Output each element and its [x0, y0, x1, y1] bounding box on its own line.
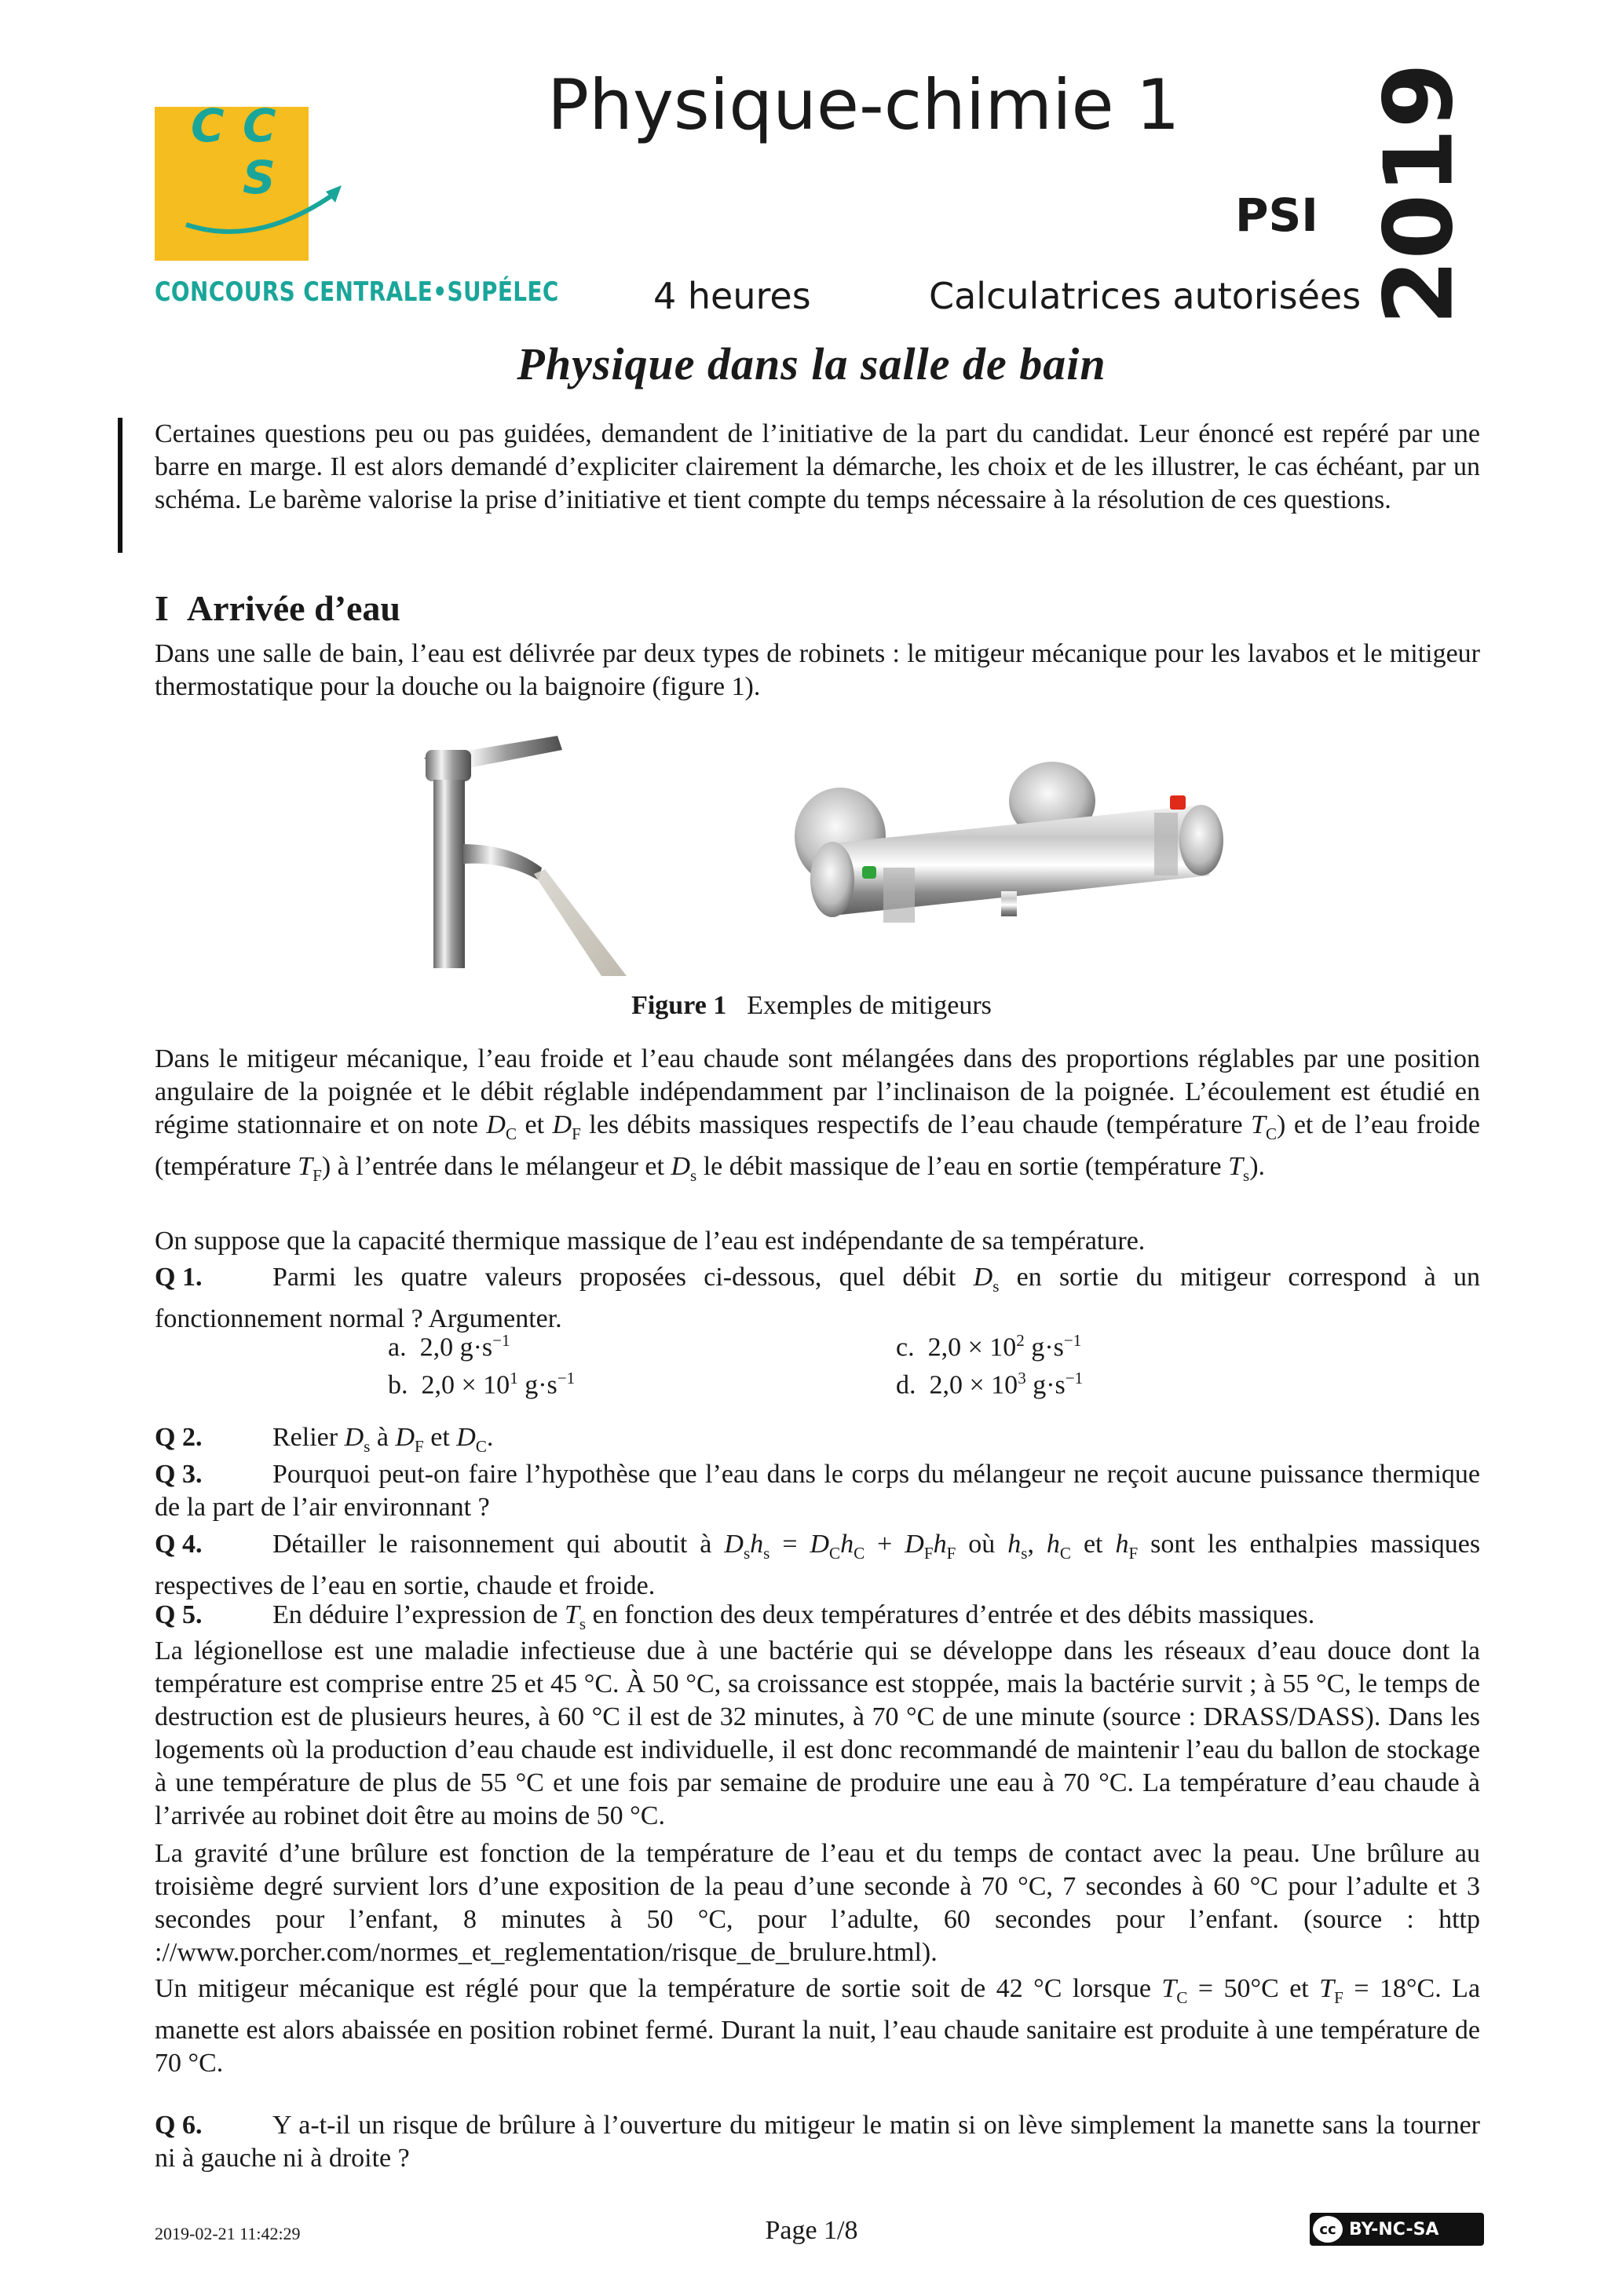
option-unit-exponent: −1	[557, 1369, 576, 1387]
mixer-text-1: Dans le mitigeur mécanique, l’eau froide et l’eau chaude sont mélangées dans des proportions réglables par une position angulaire de la poignée et le débit réglable indépendamment par l’inclinaison de la poignée. L’écoulement est étudié en régime stationnaire et on note	[155, 1044, 1480, 1139]
comma: ,	[1027, 1530, 1034, 1559]
symbol-D: D	[486, 1110, 506, 1139]
question-2-label: Q 2.	[155, 1423, 203, 1452]
option-power: 1	[510, 1369, 518, 1387]
sub-C: C	[475, 1436, 487, 1456]
sub-F: F	[1128, 1543, 1139, 1563]
symbol-T: T	[1251, 1110, 1266, 1139]
section-title-text: Arrivée d’eau	[186, 588, 400, 628]
symbol-h: h	[1007, 1530, 1022, 1559]
sub-C: C	[1176, 1987, 1188, 2007]
symbol-T: T	[1161, 1974, 1177, 2003]
symbol-h: h	[1115, 1530, 1129, 1559]
symbol-D: D	[552, 1110, 572, 1139]
calculator-policy: Calculatrices autorisées	[929, 275, 1362, 317]
mixer-text-3: les débits massiques respectifs de l’eau chaude (température	[589, 1110, 1243, 1139]
question-4-text-a: Détailler le raisonnement qui aboutit à	[272, 1530, 712, 1559]
exam-duration: 4 heures	[653, 275, 811, 317]
sub-F: F	[946, 1543, 956, 1563]
creative-commons-icon: cc	[1313, 2216, 1343, 2243]
question-3-text: Pourquoi peut-on faire l’hypothèse que l’eau dans le corps du mélangeur ne reçoit aucune puissance thermique de la part de l’air environnant ?	[155, 1460, 1480, 1522]
option-value: 2,0 × 10	[927, 1333, 1017, 1362]
mixer-text-2: et	[525, 1110, 545, 1139]
sub-F: F	[1334, 1987, 1343, 2007]
option-b: b. $2,0 \times 10^1$ $g\cdot s^{-1}$	[388, 1369, 576, 1400]
question-4-text-c: et	[1083, 1530, 1103, 1559]
logo	[155, 99, 309, 261]
question-5	[155, 1599, 1480, 1640]
thermostatic-mixer-image	[793, 758, 1233, 954]
question-5-text-b: en fonction des deux températures d’entrée et des débits massiques.	[592, 1600, 1315, 1629]
logo-swoosh-icon	[155, 107, 359, 264]
page-number: Page 1/8	[765, 2216, 858, 2245]
sub-F: F	[415, 1436, 424, 1456]
sub-s: s	[1021, 1543, 1028, 1563]
margin-bar	[118, 418, 122, 553]
section-number: I	[155, 588, 169, 628]
question-2-text-c: et	[430, 1423, 450, 1452]
symbol-T: T	[565, 1600, 579, 1629]
setting-value-2: = 18°C.	[1354, 1974, 1442, 2003]
mixer-text-5: ) à l’entrée dans le mélangeur et	[321, 1151, 664, 1181]
sub-F: F	[923, 1543, 934, 1563]
question-1-label: Q 1.	[155, 1263, 203, 1292]
license-text: BY-NC-SA	[1349, 2219, 1439, 2239]
symbol-D: D	[671, 1151, 690, 1181]
logo-caption: CONCOURS CENTRALE•SUPÉLEC	[155, 276, 559, 308]
question-2-text-b: à	[376, 1423, 389, 1452]
sub-C: C	[505, 1124, 517, 1143]
burn-paragraph: La gravité d’une brûlure est fonction de la température de l’eau et du temps de contact avec la peau. Une brûlure au troisième degré survient lors d’une exposition de la peau d’une seconde à 70 °C, 7 secondes à 60 °C pour l’adulte et 3 secondes pour l’enfant, 8 minutes à 50 °C, pour l’adulte, 60 secondes pour l’enfant. (source : http ://www.porcher.com/normes_et_reglementation/risque_de_brulure.html).	[155, 1839, 1480, 1967]
symbol-D: D	[456, 1423, 476, 1452]
exam-year	[1353, 63, 1486, 325]
mechanical-mixer-tap-image	[408, 726, 628, 978]
sub-C: C	[854, 1543, 865, 1563]
sub-s: s	[579, 1614, 587, 1633]
option-letter: d.	[896, 1370, 916, 1400]
legionella-paragraph: La légionellose est une maladie infectieuse due à une bactérie qui se développe dans les réseaux d’eau douce dont la température est comprise entre 25 et 45 °C. À 50 °C, sa croissance est stoppée, mais la bactérie survit ; à 55 °C, le temps de destruction est de plusieurs heures, à 60 °C il est de 32 minutes, à 70 °C de une minute (source : DRASS/DASS). Dans les logements où la production d’eau chaude est individuelle, il est donc recommandé de maintenir l’eau du ballon de stockage à une température de plus de 55 °C et une fois par semaine de produire une eau à 70 °C. La température d’eau chaude à l’arrivée au robinet doit être au moins de 50 °C.	[155, 1636, 1480, 1830]
question-6-text: Y a-t-il un risque de brûlure à l’ouverture du mitigeur le matin si on lève simplement la manette sans la tourner ni à gauche ni à droite ?	[155, 2111, 1480, 2173]
symbol-D: D	[344, 1423, 364, 1452]
symbol-D: D	[724, 1530, 744, 1559]
section-title	[155, 587, 400, 629]
license-badge	[1310, 2213, 1484, 2246]
option-d: d. $2,0 \times 10^3$ $g\cdot s^{-1}$	[896, 1369, 1084, 1400]
sub-s: s	[1243, 1165, 1250, 1185]
logo-letter-c1: C	[191, 99, 225, 152]
symbol-T: T	[1319, 1974, 1335, 2003]
footer-timestamp: 2019-02-21 11:42:29	[155, 2224, 301, 2243]
figure-caption-text: Exemples de mitigeurs	[747, 991, 992, 1020]
mixer-text-6: le débit massique de l’eau en sortie (température	[703, 1151, 1222, 1181]
mixer-paragraph	[155, 1043, 1480, 1192]
option-unit-exponent: −1	[1065, 1369, 1084, 1387]
logo-letter-c2: C	[243, 99, 276, 152]
symbol-D: D	[395, 1423, 415, 1452]
symbol-D: D	[810, 1530, 830, 1559]
sub-s: s	[690, 1165, 697, 1185]
setting-value-1: = 50°C et	[1197, 1974, 1309, 2003]
sub-s: s	[364, 1436, 371, 1456]
setting-text-1: Un mitigeur mécanique est réglé pour que la température de sortie soit de 42 °C lorsque	[155, 1974, 1151, 2003]
question-3-label: Q 3.	[155, 1460, 203, 1489]
mixer-text-4: ) et de l’eau froide (température	[155, 1110, 1480, 1181]
option-c: c. $2,0 \times 10^2$ $g\cdot s^{-1}$	[896, 1331, 1082, 1362]
option-power: 2	[1016, 1331, 1025, 1350]
question-4-label: Q 4.	[155, 1530, 203, 1559]
setting-text-2: La manette est alors abaissée en position robinet fermé. Durant la nuit, l’eau chaude sanitaire est produite à une température de 70 °C.	[155, 1974, 1481, 2078]
mixer-text-7: ).	[1249, 1151, 1266, 1181]
symbol-T: T	[298, 1151, 313, 1181]
capacity-paragraph: On suppose que la capacité thermique massique de l’eau est indépendante de sa température.	[155, 1227, 1146, 1256]
setting-paragraph	[155, 1972, 1480, 2080]
symbol-h: h	[1046, 1530, 1060, 1559]
option-letter: a.	[388, 1333, 407, 1362]
question-4-text-b: où	[968, 1530, 996, 1559]
symbol-h: h	[750, 1530, 764, 1559]
question-4-text-d: sont les enthalpies massiques respectives de l’eau en sortie, chaude et froide.	[155, 1530, 1481, 1600]
option-value: 2,0 g·s	[419, 1333, 493, 1362]
plus-sign: +	[877, 1530, 893, 1559]
figure-caption	[0, 991, 1623, 1021]
hot-indicator-icon	[1170, 795, 1186, 810]
exam-track: PSI	[1235, 188, 1318, 242]
section-intro: Dans une salle de bain, l’eau est délivrée par deux types de robinets : le mitigeur mécanique pour les lavabos et le mitigeur thermostatique pour la douche ou la baignoire (figure 1).	[155, 639, 1480, 701]
option-value: 2,0 × 10	[929, 1370, 1018, 1400]
question-6	[155, 2109, 1480, 2175]
sub-F: F	[572, 1124, 581, 1143]
question-1-text-b: en sortie du mitigeur correspond à un fonctionnement normal ? Argumenter.	[155, 1263, 1480, 1333]
sub-s: s	[763, 1543, 770, 1563]
symbol-D: D	[905, 1530, 924, 1559]
symbol-h: h	[933, 1530, 947, 1559]
symbol-T: T	[1228, 1151, 1244, 1181]
question-3	[155, 1458, 1480, 1524]
exam-title: Physique-chimie 1	[547, 64, 1180, 145]
option-value: 2,0 × 10	[421, 1370, 510, 1400]
exam-subtitle: Physique dans la salle de bain	[517, 338, 1106, 389]
sub-F: F	[313, 1165, 322, 1185]
option-a	[388, 1331, 510, 1362]
question-6-label: Q 6.	[155, 2111, 203, 2140]
symbol-h: h	[840, 1530, 854, 1559]
sub-s: s	[992, 1276, 1000, 1296]
question-2-text-a: Relier	[272, 1423, 338, 1452]
symbol-D: D	[973, 1263, 993, 1292]
question-2: Q 2. Relier $D_s$ à $D_F$ et $D_C$.	[155, 1423, 494, 1456]
equals-sign: =	[782, 1530, 798, 1559]
sub-C: C	[829, 1543, 841, 1563]
option-letter: b.	[388, 1370, 408, 1400]
question-5-text-a: En déduire l’expression de	[272, 1600, 558, 1629]
question-4	[155, 1528, 1480, 1603]
exam-year-text: 2019	[1365, 63, 1475, 325]
question-5-label: Q 5.	[155, 1600, 203, 1629]
option-letter: c.	[896, 1333, 915, 1362]
cold-indicator-icon	[862, 866, 876, 879]
logo-letter-s: S	[243, 151, 276, 204]
question-1-text-a: Parmi les quatre valeurs proposées ci-dessous, quel débit	[272, 1263, 956, 1292]
sub-C: C	[1265, 1124, 1278, 1143]
option-unit-exponent: −1	[492, 1331, 510, 1350]
figure-label: Figure 1	[631, 991, 727, 1020]
intro-paragraph: Certaines questions peu ou pas guidées, demandent de l’initiative de la part du candidat. Leur énoncé est repéré par une barre en marge. Il est alors demandé d’expliciter clairement la démarche, les choix et de les illustrer, le cas échéant, par un schéma. Le barème valorise la prise d’initiative et tient compte du temps nécessaire à la résolution de ces questions.	[155, 419, 1480, 514]
sub-s: s	[743, 1543, 751, 1563]
option-power: 3	[1018, 1369, 1026, 1387]
question-1	[155, 1261, 1480, 1336]
option-unit-exponent: −1	[1063, 1331, 1082, 1350]
sub-C: C	[1059, 1543, 1071, 1563]
